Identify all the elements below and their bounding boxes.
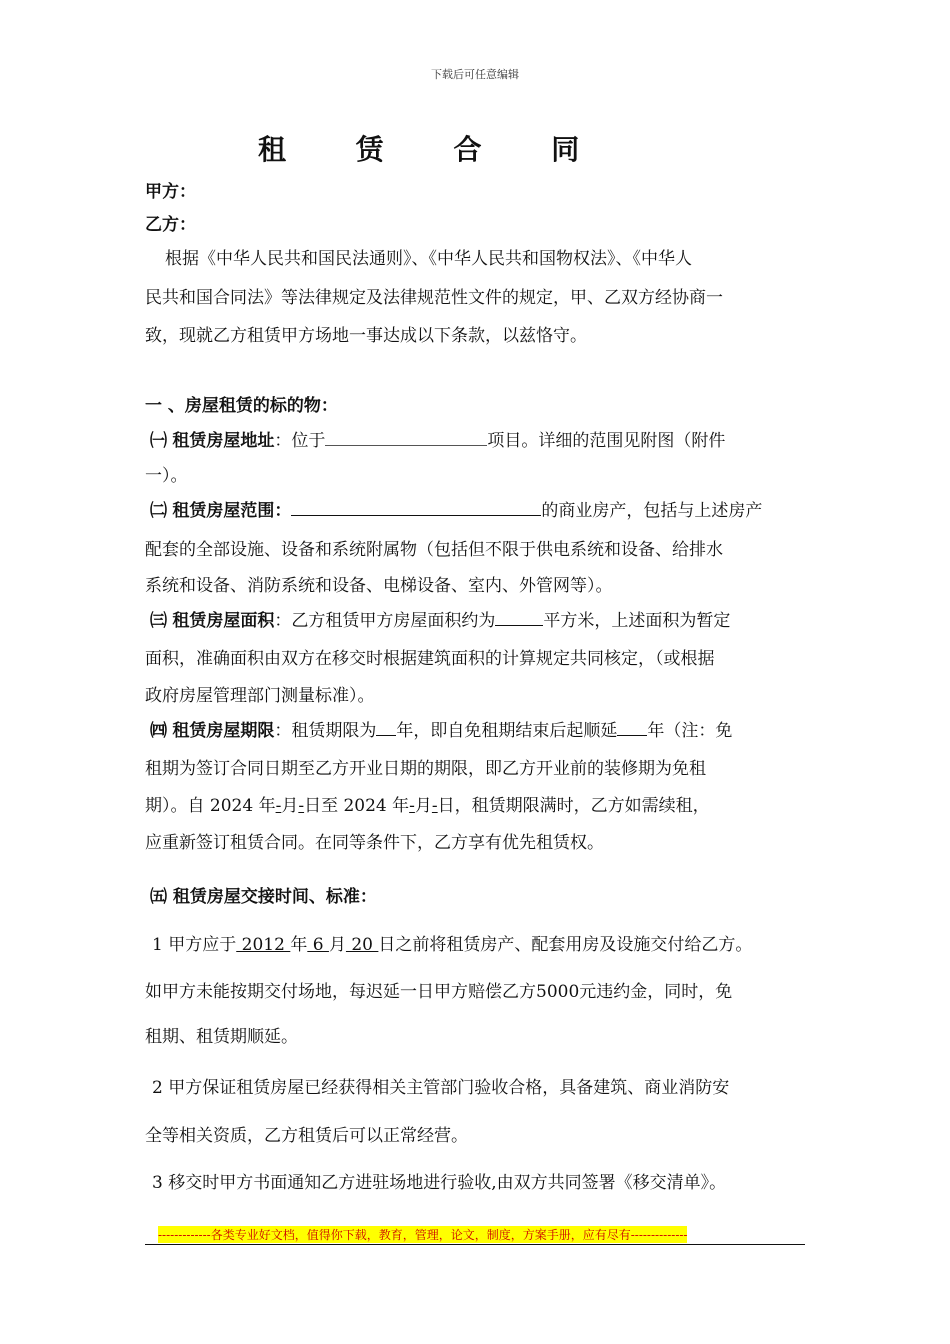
clause-1-post: 日之前将租赁房产、配套用房及设施交付给乙方。 [378, 935, 753, 955]
clause-1-year-unit: 年 [290, 935, 308, 955]
item-3-pre: ：乙方租赁甲方房屋面积约为 [274, 611, 496, 631]
item-4-post: 年（注：免 [647, 721, 733, 741]
clause-1-month-unit: 月 [328, 935, 346, 955]
item-5-line [150, 882, 377, 907]
start-day-field[interactable]: - [298, 796, 305, 816]
document-title: 租 赁 合 同 [258, 133, 610, 166]
preamble-line-2: 民共和国合同法》等法律规定及法律规范性文件的规定，甲、乙双方经协商一 [145, 288, 723, 308]
item-1-label: 租赁房屋地址 [172, 431, 275, 451]
item-4-l3e: 日，租赁期限满时，乙方如需续租， [437, 796, 710, 816]
item-2-line-3: 系统和设备、消防系统和设备、电梯设备、室内、外管网等）。 [145, 576, 613, 596]
item-1-pre: ：位于 [274, 431, 326, 451]
preamble-line-1: 根据《中华人民共和国民法通则》、《中华人民共和国物权法》、《中华人 [165, 249, 692, 269]
term-years-blank[interactable] [376, 719, 396, 736]
party-b-label: 乙方： [145, 215, 196, 235]
footer-banner: -------------各类专业好文档，值得你下载，教育，管理，论文，制度，方案手册，应有尽有-------------- [158, 1228, 688, 1242]
item-1-post: 项目。详细的范围见附图（附件 [487, 431, 726, 451]
end-day-field[interactable]: - [431, 796, 438, 816]
handover-year[interactable]: 2012 [236, 935, 291, 955]
start-month-field[interactable]: - [275, 796, 282, 816]
item-4-mid: 年，即自免租期结束后起顺延 [396, 721, 618, 741]
item-4-line-1 [150, 716, 732, 741]
scope-blank[interactable] [291, 499, 541, 516]
item-4-l3c: 日至 2024 年 [304, 796, 410, 816]
party-a-label: 甲方： [145, 182, 196, 202]
item-1-line-1 [150, 426, 725, 451]
clause-2-line-2: 全等相关资质，乙方租赁后可以正常经营。 [145, 1126, 468, 1146]
item-1-number: ㈠ [150, 431, 167, 451]
item-2-post: 的商业房产，包括与上述房产 [541, 501, 763, 521]
item-3-label: 租赁房屋面积 [172, 611, 275, 631]
clause-3-line-1: 3 移交时甲方书面通知乙方进驻场地进行验收,由双方共同签署《移交清单》。 [152, 1173, 727, 1193]
clause-1-pre: 1 甲方应于 [152, 935, 237, 955]
area-blank[interactable] [495, 609, 543, 626]
item-4-number: ㈣ [150, 721, 167, 741]
item-3-line-3: 政府房屋管理部门测量标准）。 [145, 686, 375, 706]
item-5-number: ㈤ [150, 887, 167, 907]
item-5-label: 租赁房屋交接时间、标准： [172, 887, 377, 907]
extension-years-blank[interactable] [617, 719, 647, 736]
handover-month[interactable]: 6 [307, 935, 329, 955]
item-4-line-4: 应重新签订租赁合同。在同等条件下，乙方享有优先租赁权。 [145, 833, 604, 853]
item-2-line-2: 配套的全部设施、设备和系统附属物（包括但不限于供电系统和设备、给排水 [145, 540, 723, 560]
item-4-label: 租赁房屋期限 [172, 721, 275, 741]
item-4-pre: ：租赁期限为 [274, 721, 377, 741]
item-4-line-3 [145, 791, 710, 816]
page-header: 下载后可任意编辑 [431, 68, 519, 81]
item-3-line-1 [150, 606, 730, 631]
item-3-post: 平方米，上述面积为暂定 [543, 611, 731, 631]
item-4-line-2: 租期为签订合同日期至乙方开业日期的期限，即乙方开业前的装修期为免租 [145, 759, 706, 779]
item-4-l3a: 期）。自 2024 年 [145, 796, 276, 816]
item-2-number: ㈡ [150, 501, 167, 521]
handover-day[interactable]: 20 [345, 935, 379, 955]
item-2-label: 租赁房屋范围： [172, 501, 292, 521]
item-4-l3d: 月 [414, 796, 432, 816]
item-3-line-2: 面积，准确面积由双方在移交时根据建筑面积的计算规定共同核定，（或根据 [145, 649, 715, 669]
end-month-field[interactable]: - [409, 796, 415, 816]
item-3-number: ㈢ [150, 611, 167, 631]
clause-1-line-1 [152, 930, 752, 955]
clause-1-line-3: 租期、租赁期顺延。 [145, 1027, 298, 1047]
item-2-line-1 [150, 496, 762, 521]
item-4-l3b: 月 [281, 796, 299, 816]
clause-2-line-1: 2 甲方保证租赁房屋已经获得相关主管部门验收合格，具备建筑、商业消防安 [152, 1078, 730, 1098]
address-blank[interactable] [325, 429, 487, 446]
clause-1-line-2: 如甲方未能按期交付场地，每迟延一日甲方赔偿乙方5000元违约金，同时，免 [145, 982, 733, 1002]
item-1-line-2: 一）。 [145, 466, 188, 486]
footer-divider [145, 1244, 805, 1245]
preamble-line-3: 致，现就乙方租赁甲方场地一事达成以下条款，以兹恪守。 [145, 326, 587, 346]
section-1-title: 一 、房屋租赁的标的物： [145, 396, 338, 416]
